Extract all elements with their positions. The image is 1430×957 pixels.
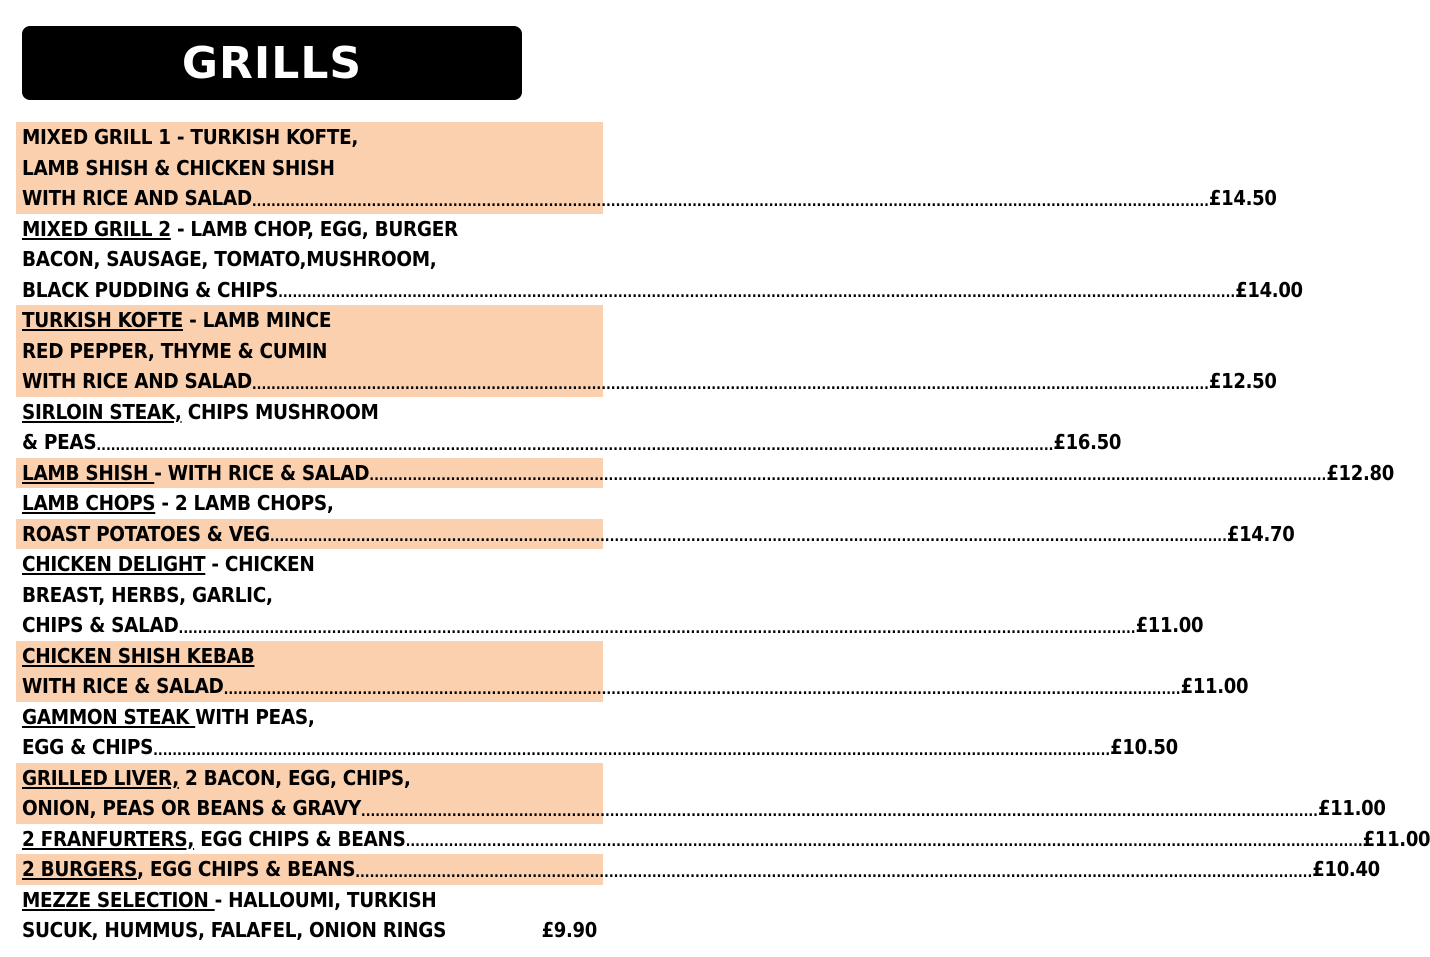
menu-item-text	[22, 854, 355, 885]
menu-item	[16, 763, 1386, 824]
dot-leader: ........................................................................................................................................................................................................	[369, 468, 1327, 484]
menu-item-description: ONION, PEAS OR BEANS & GRAVY	[22, 796, 361, 820]
menu-item-text	[22, 519, 270, 550]
menu-item-line	[22, 641, 597, 672]
price-label: £14.70	[1226, 521, 1295, 546]
dot-leader: ........................................................................................................................................................................................................	[360, 803, 1318, 820]
menu-item-line	[22, 610, 1204, 641]
menu-item-description: BLACK PUDDING & CHIPS	[22, 277, 279, 302]
menu-item-line	[22, 793, 1386, 824]
menu-item	[16, 885, 603, 946]
menu-item-description: LAMB SHISH & CHICKEN SHISH	[22, 155, 335, 180]
dot-leader: ........................................................................................................................................................................................................	[278, 285, 1236, 301]
menu-item-description: EGG CHIPS & BEANS	[194, 826, 406, 851]
price-label: £14.00	[1235, 277, 1303, 302]
dot-leader: ........................................................................................................................................................................................................	[251, 376, 1209, 393]
menu-item-description: 2 BACON, EGG, CHIPS,	[178, 765, 411, 790]
menu-item-description: WITH PEAS,	[195, 704, 315, 729]
menu-item-line	[22, 763, 597, 794]
dot-leader: ........................................................................................................................................................................................................	[178, 620, 1136, 637]
menu-item	[16, 549, 1204, 641]
menu-item-text	[22, 275, 278, 306]
menu-item-line	[22, 244, 597, 275]
menu-item-line	[22, 702, 597, 733]
menu-item-name: 2 BURGERS	[22, 857, 138, 881]
menu-item-description: MIXED GRILL 1 - TURKISH KOFTE,	[22, 125, 359, 149]
menu-item-text	[22, 397, 379, 428]
menu-item-description: , EGG CHIPS & BEANS	[137, 857, 356, 881]
price-label: £10.50	[1110, 735, 1178, 759]
menu-item-line	[22, 427, 1122, 458]
menu-item-line	[22, 397, 597, 428]
menu-item-text	[22, 549, 314, 580]
menu-item	[16, 122, 1277, 214]
dot-leader: ........................................................................................................................................................................................................	[223, 681, 1181, 698]
menu-item-text	[22, 366, 252, 397]
menu-item	[16, 854, 1380, 885]
menu-item-line	[22, 854, 1380, 885]
menu-item-text	[22, 488, 334, 519]
menu-item-text	[22, 671, 224, 702]
menu-item-description: WITH RICE AND SALAD	[22, 186, 252, 210]
menu-item-line	[22, 122, 597, 153]
menu-item-description: - LAMB MINCE	[182, 308, 332, 332]
menu-item-description: WITH RICE & SALAD	[22, 674, 224, 698]
dot-leader: ........................................................................................................................................................................................................	[355, 864, 1313, 881]
menu-item	[16, 702, 1178, 763]
menu-item-text	[22, 153, 335, 184]
price-label: £12.80	[1326, 460, 1394, 485]
menu-item-description: - LAMB CHOP, EGG, BURGER	[170, 216, 458, 241]
menu-item-text	[22, 183, 252, 214]
menu-item-line	[22, 366, 1277, 397]
menu-item-description: BREAST, HERBS, GARLIC,	[22, 582, 273, 607]
menu-item-description: & PEAS	[22, 430, 97, 454]
menu-item-description: - 2 LAMB CHOPS,	[155, 491, 334, 515]
price-label: £16.50	[1053, 430, 1122, 454]
menu-item-line	[22, 885, 597, 916]
menu-item	[16, 519, 1295, 550]
menu-item-text	[22, 580, 273, 611]
menu-item-line	[22, 305, 597, 336]
dot-leader: ........................................................................................................................................................................................................	[96, 437, 1054, 454]
menu-list	[16, 122, 1430, 946]
menu-item-description: ROAST POTATOES & VEG	[22, 521, 270, 546]
menu-item-description: CHIPS MUSHROOM	[181, 399, 379, 424]
price-label: £11.00	[1135, 613, 1204, 637]
menu-item-name: TURKISH KOFTE	[22, 308, 183, 332]
menu-item-text	[22, 702, 315, 733]
menu-item-description: - CHICKEN	[205, 552, 315, 576]
dot-leader: ........................................................................................................................................................................................................	[269, 529, 1227, 545]
menu-item-text	[22, 641, 254, 672]
menu-item	[16, 458, 1394, 489]
menu-item-description: SUCUK, HUMMUS, FALAFEL, ONION RINGS	[22, 918, 447, 942]
menu-item-description: BACON, SAUSAGE, TOMATO,MUSHROOM,	[22, 247, 437, 271]
menu-item-text	[22, 610, 179, 641]
menu-item	[16, 641, 1249, 702]
menu-item-line	[22, 214, 597, 245]
menu-item-text	[22, 824, 406, 855]
menu-item	[16, 305, 1277, 397]
menu-item-text	[22, 763, 411, 794]
menu-item-text	[22, 122, 358, 153]
price-label: £9.90	[541, 918, 597, 942]
menu-item-line	[22, 275, 1303, 306]
dot-leader: ........................................................................................................................................................................................................	[405, 834, 1363, 850]
menu-item-text	[22, 915, 446, 946]
price-label: £11.00	[1317, 796, 1386, 820]
menu-item	[16, 488, 603, 519]
menu-item-name: MIXED GRILL 2	[22, 216, 171, 241]
menu-item-description: WITH RICE AND SALAD	[22, 369, 252, 393]
menu-item-line	[22, 671, 1249, 702]
menu-item-line	[22, 458, 1394, 489]
dot-leader: ........................................................................................................................................................................................................	[251, 193, 1209, 210]
menu-item-text	[22, 885, 436, 916]
menu-item-text	[22, 244, 437, 275]
menu-item-line	[22, 915, 597, 946]
menu-item-line	[22, 732, 1178, 763]
menu-item-name: 2 FRANFURTERS,	[22, 826, 195, 851]
price-label: £12.50	[1208, 369, 1277, 393]
price-label: £10.40	[1312, 857, 1380, 881]
menu-item-line	[22, 336, 597, 367]
menu-item-text	[22, 336, 327, 367]
menu-item-name: GAMMON STEAK	[22, 704, 196, 729]
menu-item-name: GRILLED LIVER,	[22, 765, 179, 790]
menu-item-description: CHIPS & SALAD	[22, 613, 179, 637]
menu-item-line	[22, 824, 1430, 855]
dot-leader: ........................................................................................................................................................................................................	[153, 742, 1111, 759]
menu-item-line	[22, 153, 597, 184]
menu-item-text	[22, 458, 369, 489]
menu-item-line	[22, 549, 597, 580]
menu-item-line	[22, 519, 1295, 550]
menu-item-line	[22, 580, 597, 611]
menu-item-name: LAMB SHISH	[22, 460, 155, 485]
price-label: £14.50	[1208, 186, 1277, 210]
menu-item-name: SIRLOIN STEAK,	[22, 399, 182, 424]
menu-item-text	[22, 732, 153, 763]
menu-item-name: CHICKEN DELIGHT	[22, 552, 206, 576]
menu-item-text	[22, 427, 96, 458]
page-title: GRILLS	[181, 37, 363, 89]
title-banner	[22, 26, 522, 100]
price-label: £11.00	[1362, 826, 1430, 851]
menu-item-name: CHICKEN SHISH KEBAB	[22, 643, 255, 668]
menu-item-line	[22, 488, 597, 519]
menu-item	[16, 397, 1122, 458]
price-label: £11.00	[1180, 674, 1249, 698]
menu-item-text	[22, 305, 331, 336]
menu-item-text	[22, 793, 361, 824]
menu-item-name: MEZZE SELECTION	[22, 887, 215, 912]
menu-item-description: - HALLOUMI, TURKISH	[214, 887, 437, 912]
menu-item-text	[22, 214, 458, 245]
menu-item-description: RED PEPPER, THYME & CUMIN	[22, 338, 328, 363]
menu-item-name: LAMB CHOPS	[22, 491, 156, 515]
menu-item	[16, 214, 1303, 306]
menu-item	[16, 824, 1430, 855]
menu-item-line	[22, 183, 1277, 214]
menu-item-description: - WITH RICE & SALAD	[154, 460, 370, 485]
menu-item-description: EGG & CHIPS	[22, 735, 154, 759]
